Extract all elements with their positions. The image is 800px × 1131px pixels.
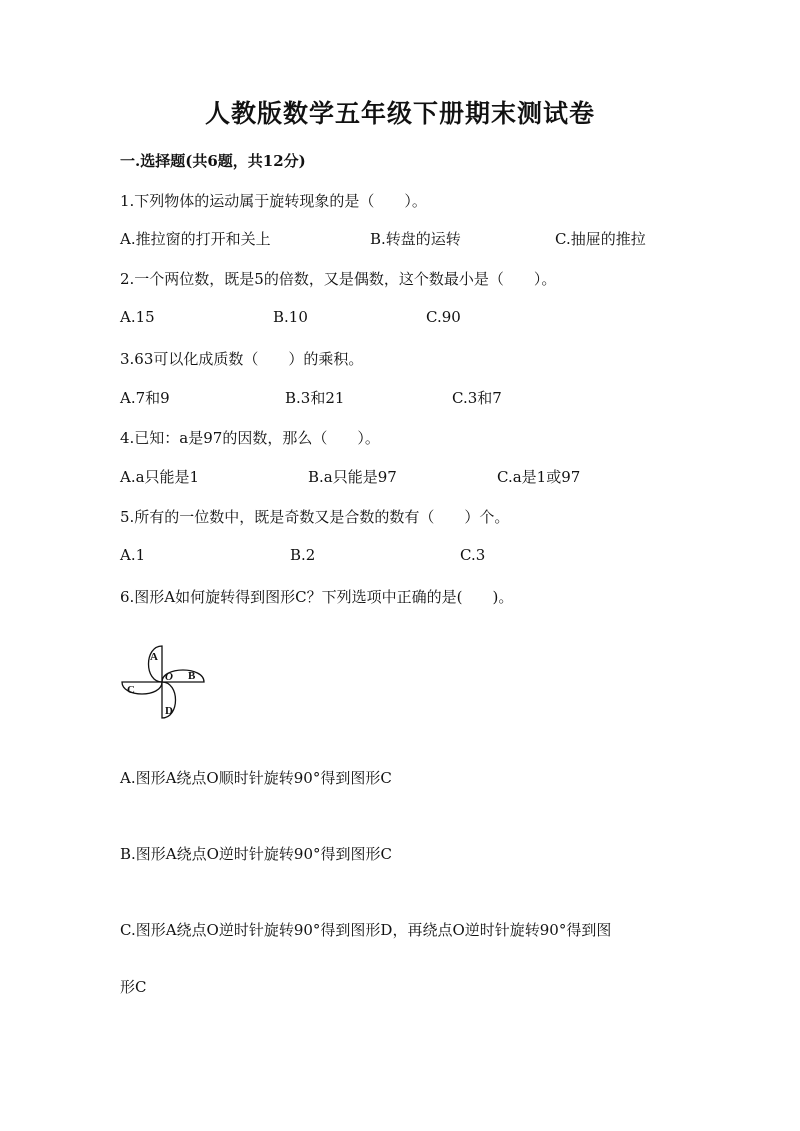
- question-3-stem: 3.63可以化成质数（ ）的乘积。: [120, 350, 364, 368]
- question-2-stem: 2.一个两位数，既是5的倍数，又是偶数，这个数最小是（ ）。: [120, 270, 557, 288]
- question-5-option-c: C.3: [460, 546, 486, 564]
- question-5-option-b: B.2: [290, 546, 316, 564]
- question-3-option-a: A.7和9: [120, 389, 170, 407]
- question-3-option-b: B.3和21: [285, 389, 345, 407]
- question-5-option-a: A.1: [120, 546, 146, 564]
- label-o: O: [165, 671, 173, 683]
- question-6-option-a: A.图形A绕点O顺时针旋转90°得到图形C: [120, 769, 392, 787]
- question-6-option-b: B.图形A绕点O逆时针旋转90°得到图形C: [120, 845, 392, 863]
- question-4-option-c: C.a是1或97: [497, 468, 581, 486]
- question-4-stem: 4.已知：a是97的因数，那么（ ）。: [120, 429, 380, 447]
- question-6-option-c-continued: 形C: [120, 978, 147, 996]
- question-2-option-b: B.10: [273, 308, 308, 326]
- question-4-option-a: A.a只能是1: [120, 468, 200, 486]
- question-3-option-c: C.3和7: [452, 389, 502, 407]
- label-b: B: [188, 670, 196, 682]
- question-6-stem: 6.图形A如何旋转得到图形C？下列选项中正确的是( )。: [120, 588, 514, 606]
- question-5-stem: 5.所有的一位数中，既是奇数又是合数的数有（ ）个。: [120, 508, 510, 526]
- label-d: D: [165, 705, 173, 717]
- question-4-option-b: B.a只能是97: [308, 468, 397, 486]
- question-2-option-a: A.15: [120, 308, 155, 326]
- question-1-stem: 1.下列物体的运动属于旋转现象的是（ ）。: [120, 192, 427, 210]
- label-c: C: [127, 684, 135, 696]
- section-heading: 一.选择题(共6题，共12分): [120, 152, 306, 170]
- question-1-option-c: C.抽屉的推拉: [555, 230, 646, 248]
- rotation-figure: [118, 640, 210, 722]
- question-2-option-c: C.90: [426, 308, 461, 326]
- label-a: A: [150, 651, 158, 663]
- question-1-option-b: B.转盘的运转: [370, 230, 461, 248]
- page-title: 人教版数学五年级下册期末测试卷: [204, 99, 595, 128]
- question-6-option-c: C.图形A绕点O逆时针旋转90°得到图形D，再绕点O逆时针旋转90°得到图: [120, 921, 612, 939]
- question-1-option-a: A.推拉窗的打开和关上: [120, 230, 271, 248]
